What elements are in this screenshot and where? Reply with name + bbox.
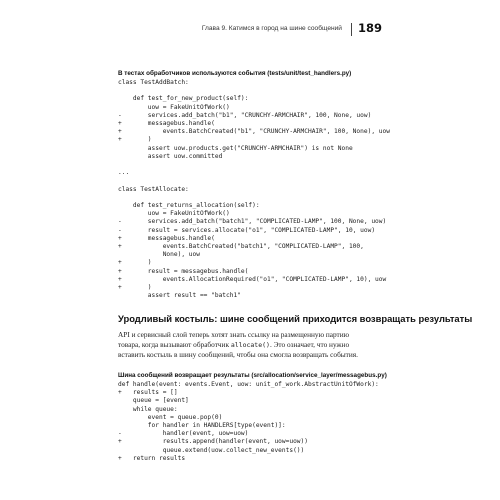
page-number: 189 xyxy=(357,21,382,35)
paragraph-text: . Это означает, что нужно xyxy=(269,340,350,350)
paragraph-line-3: вставить костыль в шину сообщений, чтобы она смогла возвращать события. xyxy=(118,350,358,360)
code-listing-messagebus: def handle(event: events.Event, uow: unit_of_work.AbstractUnitOfWork): + results = [] queue = [event] while queue: event = queue.pop(0) for handler in HANDLERS[type(event)]: - handler(event, uow=uow) + results.append(handler(event, uow=uow)) queue.extend(uow.collect_new_events()) + return results xyxy=(118,381,379,462)
inline-code-allocate: allocate() xyxy=(230,341,270,350)
paragraph-line-1: API и сервисный слой теперь хотят знать ссылку на размещенную партию xyxy=(118,330,350,339)
paragraph-line-2 xyxy=(118,340,384,350)
section-heading: Уродливый костыль: шине сообщений приходится возвращать результаты xyxy=(118,313,473,324)
body-paragraph xyxy=(118,330,384,361)
listing-caption-test-handlers: В тестах обработчиков используются события (tests/unit/test_handlers.py) xyxy=(118,70,352,77)
code-listing-test-handlers: class TestAddBatch: def test_for_new_product(self): uow = FakeUnitOfWork() - services.add_batch("b1", "CRUNCHY-ARMCHAIR", 100, None, uow) + messagebus.handle( + events.BatchCreated("b1", "CRUNCHY-ARMCHAIR", 100, None), uow + ) assert uow.products.get("CRUNCHY-ARMCHAIR") is not None assert uow.committed ... class TestAllocate: def test_returns_allocation(self): uow = FakeUnitOfWork() - services.add_batch("batch1", "COMPLICATED-LAMP", 100, None, uow) - result = services.allocate("o1", "COMPLICATED-LAMP", 10, uow) + messagebus.handle( + events.BatchCreated("batch1", "COMPLICATED-LAMP", 100, None), uow + ) + result = messagebus.handle( + events.AllocationRequired("o1", "COMPLICATED-LAMP", 10), uow + ) assert result == "batch1" xyxy=(118,79,390,300)
paragraph-text: товара, когда вызывают обработчик xyxy=(118,340,231,350)
listing-caption-messagebus: Шина сообщений возвращает результаты (src/allocation/service_layer/messagebus.py) xyxy=(118,372,387,379)
header-divider xyxy=(351,23,352,36)
page-header xyxy=(118,21,382,41)
running-header-title: Глава 9. Катимся в город на шине сообщений xyxy=(201,25,342,32)
